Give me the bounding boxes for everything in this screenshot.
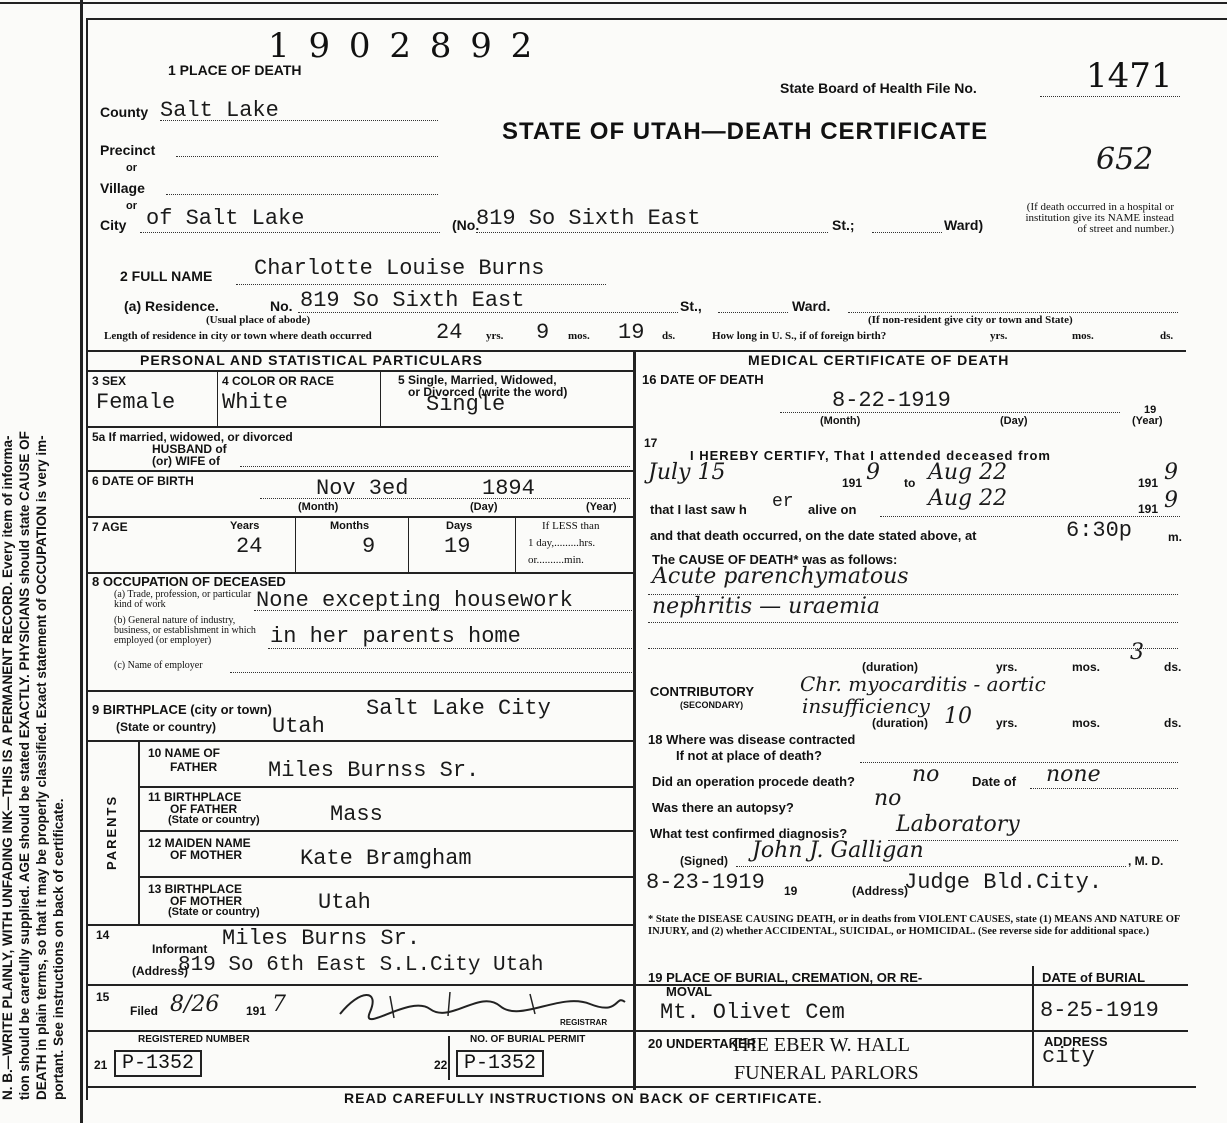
left-border-inner (86, 20, 88, 1100)
top-rule (86, 18, 1227, 20)
father-bp-label-1: 11 BIRTHPLACE (148, 790, 242, 804)
residence-years: 24 (436, 320, 463, 345)
row-rule-7 (140, 786, 633, 788)
usual-abode-label: (Usual place of abode) (206, 314, 311, 326)
street-line (476, 232, 828, 233)
father-birthplace: Mass (330, 802, 383, 827)
age-days: 19 (444, 534, 471, 559)
cause-line-3 (648, 648, 1178, 649)
duration-2-years: 10 (944, 704, 972, 729)
residence-no-label: No. (270, 298, 293, 314)
time-of-death: 6:30p (1066, 518, 1133, 543)
nonresident-note: (If non-resident give city or town and State) (868, 314, 1073, 326)
dob-day-label: (Day) (470, 501, 498, 513)
age-months: 9 (362, 534, 376, 559)
cause-label: The CAUSE OF DEATH* was as follows: (652, 552, 898, 567)
contracted-line (860, 762, 1178, 763)
date-of-death-label: 16 DATE OF DEATH (642, 372, 764, 387)
mother-bp-label-2: OF MOTHER (170, 894, 242, 908)
filed-year-prefix: 191 (246, 1004, 267, 1018)
duration-2-label: (duration) (872, 716, 928, 730)
or-label-2: or (126, 200, 137, 212)
occupation-c-line (230, 672, 632, 673)
street-st-label: St.; (832, 217, 855, 233)
signed-line (736, 866, 1126, 867)
race-label: 4 COLOR OR RACE (222, 374, 335, 388)
place-of-death-label: 1 PLACE OF DEATH (168, 62, 302, 78)
attended-from-prefix: 191 (842, 476, 863, 490)
residence-label: (a) Residence. (124, 298, 219, 314)
father-bp-label-2: OF FATHER (170, 802, 238, 816)
medical-header: MEDICAL CERTIFICATE OF DEATH (748, 352, 1010, 368)
duration-1-yrs: yrs. (996, 660, 1018, 674)
last-saw-prefix: 191 (1138, 502, 1159, 516)
contracted-label-2: If not at place of death? (676, 748, 822, 763)
duration-2-mos: mos. (1072, 716, 1101, 730)
occupation-b-value: in her parents home (270, 624, 521, 649)
ward-line (872, 232, 942, 233)
operation-date-label: Date of (972, 774, 1017, 789)
cause-line-2-value: nephritis — uraemia (652, 594, 880, 619)
row-rule-9 (140, 876, 633, 878)
precinct-line (176, 156, 438, 157)
residence-days: 19 (618, 320, 645, 345)
residence-ward-line (718, 312, 788, 313)
burial-permit-label: NO. OF BURIAL PERMIT (470, 1034, 586, 1045)
last-saw-year: 9 (1164, 488, 1178, 513)
certify-label: I HEREBY CERTIFY, That I attended deceased from (690, 448, 1051, 463)
operation-value: no (912, 762, 940, 787)
age-years: 24 (236, 534, 263, 559)
full-name-label: 2 FULL NAME (120, 268, 213, 284)
sex-divider (217, 372, 218, 426)
informant-name: Miles Burns Sr. (222, 926, 421, 951)
street-value: 819 So Sixth East (476, 206, 701, 231)
sex-value: Female (96, 390, 176, 415)
burial-address-label: ADDRESS (1044, 1034, 1108, 1049)
row-rule-3 (88, 516, 633, 518)
city-value: of Salt Lake (146, 206, 305, 231)
last-saw-label: that I last saw h (650, 502, 747, 517)
residence-mos-label: mos. (568, 330, 590, 342)
registered-number-label: REGISTERED NUMBER (138, 1034, 250, 1045)
residence-st-label: St., (680, 298, 702, 314)
test-line (888, 840, 1178, 841)
date-of-death-19: 19 (1144, 404, 1157, 416)
less-than-label-2: 1 day,.........hrs. (528, 537, 596, 549)
street-no-label: (No. (452, 217, 480, 233)
time-m-label: m. (1168, 530, 1183, 544)
test-label: What test confirmed diagnosis? (650, 826, 848, 841)
nonresident-line (848, 312, 1178, 313)
contributory-label: CONTRIBUTORY (650, 684, 754, 699)
informant-address-label: (Address) (132, 964, 189, 978)
row-rule-5 (88, 690, 633, 692)
age-days-label: Days (446, 520, 473, 532)
marital-label-2: or Divorced (write the word) (408, 385, 568, 399)
father-name: Miles Burnss Sr. (268, 758, 480, 783)
father-label-1: 10 NAME OF (148, 746, 221, 760)
autopsy-value: no (874, 786, 902, 811)
last-saw-date: Aug 22 (928, 486, 1008, 511)
registered-number-prefix: 21 (94, 1058, 108, 1072)
occupation-c-label: (c) Name of employer (114, 660, 203, 671)
signed-date-19: 19 (784, 884, 798, 898)
secondary-number: 652 (1096, 142, 1154, 177)
signed-date: 8-23-1919 (646, 870, 765, 895)
city-line (140, 232, 440, 233)
birthplace-label: 9 BIRTHPLACE (city or town) (92, 702, 272, 717)
precinct-label: Precinct (100, 142, 156, 158)
sex-label: 3 SEX (92, 374, 127, 388)
attended-from-year: 9 (866, 460, 880, 485)
footer-instructions: READ CAREFULLY INSTRUCTIONS ON BACK OF CERTIFICATE. (344, 1090, 823, 1106)
parents-divider (138, 742, 140, 924)
operation-label: Did an operation procede death? (652, 774, 855, 789)
row-rule-11 (88, 984, 1188, 986)
length-of-residence-label: Length of residence in city or town where death occurred (104, 330, 372, 342)
burial-permit-number: P-1352 (456, 1050, 544, 1077)
personal-header: PERSONAL AND STATISTICAL PARTICULARS (140, 352, 483, 368)
undertaker-label: 20 UNDERTAKER (648, 1036, 757, 1051)
instructions-sidebar (0, 0, 74, 1123)
row-rule-2 (88, 470, 633, 472)
occupation-b-label: (b) General nature of industry, business, or establishment in which employed (or employer) (114, 615, 256, 646)
physician-signature: John J. Galligan (752, 838, 924, 863)
burial-address: city (1042, 1044, 1095, 1069)
bottom-rule (86, 1086, 1196, 1088)
filed-date: 8/26 (170, 992, 220, 1017)
death-month-label: (Month) (820, 415, 861, 427)
full-name-line (236, 284, 606, 285)
father-label-2: FATHER (170, 760, 218, 774)
signed-label: (Signed) (680, 854, 728, 868)
birthplace-sub-label: (State or country) (116, 720, 217, 734)
row-rule-1 (88, 426, 633, 428)
dob-month-day: Nov 3ed (316, 476, 409, 501)
foreign-ds-label: ds. (1160, 330, 1174, 342)
parents-label: PARENTS (104, 794, 119, 870)
race-value: White (222, 390, 289, 415)
registrar-label: REGISTRAR (560, 1018, 608, 1027)
operation-date-line (1030, 788, 1178, 789)
death-day-label: (Day) (1000, 415, 1028, 427)
burial-place-label-1: 19 PLACE OF BURIAL, CREMATION, OR RE- (648, 970, 923, 985)
county-value: Salt Lake (160, 98, 279, 123)
filed-number: 15 (96, 990, 110, 1004)
duration-1-mos: mos. (1072, 660, 1101, 674)
attended-from: July 15 (648, 460, 726, 485)
instructions-line-2: tion should be carefully supplied. AGE should be stated EXACTLY. PHYSICIANS should state CAUSE OF (17, 431, 32, 1100)
birthplace-city: Salt Lake City (366, 696, 551, 721)
spouse-line (240, 466, 630, 467)
village-line (166, 194, 438, 195)
registered-number: P-1352 (114, 1050, 202, 1077)
secondary-label: (SECONDARY) (680, 700, 744, 710)
footnote: * State the DISEASE CAUSING DEATH, or in deaths from VIOLENT CAUSES, state (1) MEANS AND NATURE OF INJURY, and (2) whether ACCIDENTAL, SUICIDAL, or HOMICIDAL. (See reverse side for additional space.) (648, 914, 1180, 937)
informant-number: 14 (96, 928, 110, 942)
last-saw-suffix: er (772, 492, 794, 512)
full-name-value: Charlotte Louise Burns (254, 256, 545, 281)
birthplace-state: Utah (272, 714, 325, 739)
file-no-label: State Board of Health File No. (780, 80, 977, 96)
death-year-label: (Year) (1132, 415, 1163, 427)
mother-label-1: 12 MAIDEN NAME (148, 836, 251, 850)
row-rule-12 (88, 1030, 1188, 1032)
foreign-birth-label: How long in U. S., if of foreign birth? (712, 330, 887, 342)
serial-number: 1 9 0 2 8 9 2 (268, 26, 537, 66)
top-border (0, 2, 1227, 4)
spouse-label-2: HUSBAND of (152, 442, 227, 456)
age-years-label: Years (230, 520, 260, 532)
row-rule-8 (140, 830, 633, 832)
father-bp-label-3: (State or country) (168, 814, 260, 826)
item-17: 17 (644, 436, 658, 450)
physician-address-label: (Address) (852, 884, 909, 898)
last-saw-line (880, 516, 1180, 517)
undertaker-line-2: FUNERAL PARLORS (734, 1062, 919, 1084)
foreign-yrs-label: yrs. (990, 330, 1008, 342)
county-label: County (100, 104, 149, 120)
physician-address: Judge Bld.City. (904, 870, 1103, 895)
race-divider (380, 372, 381, 426)
duration-1-days: 3 (1130, 640, 1144, 665)
cause-line-2 (648, 622, 1178, 623)
instructions-line-1: N. B.—WRITE PLAINLY, WITH UNFADING INK—THIS IS A PERMANENT RECORD. Every item of informa- (0, 435, 15, 1100)
age-months-label: Months (330, 520, 370, 532)
filed-year: 7 (272, 992, 286, 1017)
informant-label: Informant (152, 942, 208, 956)
center-divider (633, 350, 636, 1090)
alive-on-label: alive on (808, 502, 857, 517)
instructions-line-4: portant. See instructions on back of certificate. (51, 798, 66, 1100)
attended-to-year: 9 (1164, 460, 1178, 485)
marital-label-1: 5 Single, Married, Widowed, (398, 373, 557, 387)
informant-address: 819 So 6th East S.L.City Utah (178, 954, 544, 977)
residence-months: 9 (536, 320, 550, 345)
attended-to: Aug 22 (928, 460, 1008, 485)
age-divider-1 (295, 518, 296, 572)
permit-divider (448, 1036, 450, 1080)
or-label-1: or (126, 162, 137, 174)
file-no: 1471 (1086, 56, 1173, 96)
row-rule-6 (88, 740, 633, 742)
age-divider-2 (408, 518, 409, 572)
instructions-line-3: DEATH in plain terms, so that it may be properly classified. Exact statement of OCCUPATION is very im- (34, 435, 49, 1100)
dob-label: 6 DATE OF BIRTH (92, 474, 194, 488)
city-label: City (100, 217, 127, 233)
marital-value: Single (426, 392, 506, 417)
less-than-label-1: If LESS than (542, 520, 600, 532)
ward-label: Ward) (944, 217, 984, 233)
burial-permit-prefix: 22 (434, 1058, 448, 1072)
burial-divider (1032, 966, 1034, 1086)
hospital-note: (If death occurred in a hospital or institution give its NAME instead of street and number.) (1025, 201, 1174, 235)
mother-name: Kate Bramgham (300, 846, 472, 871)
residence-ward-label: Ward. (792, 298, 831, 314)
duration-2-ds: ds. (1164, 716, 1182, 730)
residence-yrs-label: yrs. (486, 330, 504, 342)
mother-birthplace: Utah (318, 890, 371, 915)
undertaker-line-1: THE EBER W. HALL (730, 1034, 910, 1056)
certificate-title: STATE OF UTAH—DEATH CERTIFICATE (502, 118, 989, 145)
left-border (80, 0, 83, 1123)
attended-to-prefix: 191 (1138, 476, 1159, 490)
dob-year: 1894 (482, 476, 535, 501)
cause-line-1-value: Acute parenchymatous (652, 564, 909, 589)
residence-value: 819 So Sixth East (300, 288, 525, 313)
mother-bp-label-1: 13 BIRTHPLACE (148, 882, 243, 896)
death-occurred-label: and that death occurred, on the date stated above, at (650, 528, 977, 543)
contributory-line-1: Chr. myocarditis - aortic (800, 672, 1046, 696)
occupation-a-value: None excepting housework (256, 588, 573, 613)
personal-rule (88, 370, 633, 372)
duration-1-label: (duration) (862, 660, 918, 674)
spouse-label-1: 5a If married, widowed, or divorced (92, 430, 293, 444)
date-of-death: 8-22-1919 (832, 388, 951, 413)
dob-month-label: (Month) (298, 501, 339, 513)
occupation-a-label: (a) Trade, profession, or particular kind of work (114, 589, 252, 610)
age-label: 7 AGE (92, 520, 128, 534)
contracted-label-1: 18 Where was disease contracted (648, 732, 856, 747)
spouse-label-3: (or) WIFE of (152, 454, 220, 468)
duration-2-yrs: yrs. (996, 716, 1018, 730)
mother-bp-label-3: (State or country) (168, 906, 260, 918)
burial-place: Mt. Olivet Cem (660, 1000, 845, 1025)
mother-label-2: OF MOTHER (170, 848, 242, 862)
dob-year-label: (Year) (586, 501, 617, 513)
less-than-label-3: or..........min. (528, 554, 584, 566)
duration-1-ds: ds. (1164, 660, 1182, 674)
village-label: Village (100, 180, 145, 196)
md-label: , M. D. (1128, 854, 1164, 868)
burial-date-label: DATE of BURIAL (1042, 970, 1146, 985)
contributory-line-2: insufficiency (802, 694, 930, 718)
file-no-line (1040, 96, 1180, 97)
foreign-mos-label: mos. (1072, 330, 1094, 342)
test-value: Laboratory (896, 812, 1020, 837)
age-divider-3 (515, 518, 516, 572)
operation-date: none (1046, 762, 1101, 787)
burial-date: 8-25-1919 (1040, 998, 1159, 1023)
burial-place-label-2: MOVAL (666, 984, 712, 999)
attended-to-label: to (904, 476, 916, 490)
filed-label: Filed (130, 1004, 159, 1018)
residence-ds-label: ds. (662, 330, 676, 342)
autopsy-label: Was there an autopsy? (652, 800, 794, 815)
occupation-label: 8 OCCUPATION OF DECEASED (92, 574, 286, 589)
